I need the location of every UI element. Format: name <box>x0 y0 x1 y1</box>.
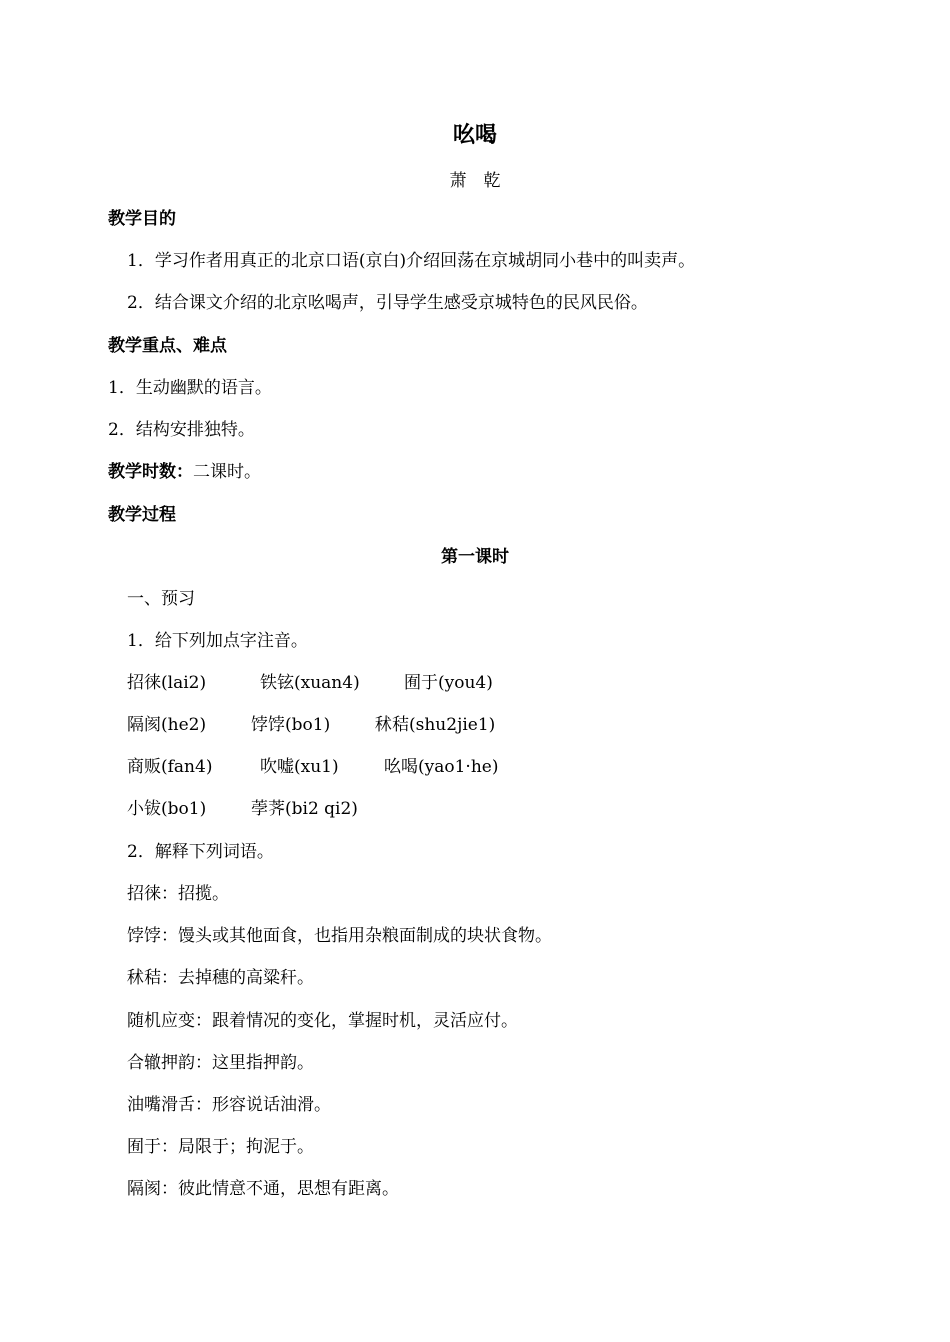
pinyin-item: 饽饽(bo1) <box>251 715 331 735</box>
lesson-heading: 第一课时 <box>441 547 509 567</box>
key-points-heading: 教学重点、难点 <box>108 336 227 356</box>
key-point-item: 1．生动幽默的语言。 <box>108 378 272 398</box>
preview-task-1: 1．给下列加点字注音。 <box>127 631 308 651</box>
definition-item: 随机应变：跟着情况的变化，掌握时机，灵活应付。 <box>127 1011 518 1031</box>
definition-item: 秫秸：去掉穗的高粱秆。 <box>127 968 314 988</box>
pinyin-item: 商贩(fan4) <box>127 757 213 777</box>
definition-item: 隔阂：彼此情意不通，思想有距离。 <box>127 1179 399 1199</box>
teaching-hours-label: 教学时数： <box>108 462 193 482</box>
pinyin-item: 隔阂(he2) <box>127 715 207 735</box>
pinyin-row <box>127 672 493 694</box>
definition-item: 招徕：招揽。 <box>127 884 229 904</box>
pinyin-row <box>127 798 358 820</box>
teaching-hours-value: 二课时。 <box>193 462 261 482</box>
document-author: 萧 乾 <box>449 171 501 191</box>
key-point-item: 2．结构安排独特。 <box>108 420 255 440</box>
pinyin-item: 招徕(lai2) <box>127 673 207 693</box>
definition-item: 油嘴滑舌：形容说话油滑。 <box>127 1095 331 1115</box>
objectives-heading: 教学目的 <box>108 209 176 229</box>
pinyin-item: 铁铉(xuan4) <box>260 673 360 693</box>
preview-task-2: 2．解释下列词语。 <box>127 842 274 862</box>
objective-item: 2．结合课文介绍的北京吆喝声，引导学生感受京城特色的民风民俗。 <box>127 293 648 313</box>
definition-item: 合辙押韵：这里指押韵。 <box>127 1053 314 1073</box>
process-heading: 教学过程 <box>108 505 176 525</box>
definition-item: 饽饽：馒头或其他面食，也指用杂粮面制成的块状食物。 <box>127 926 552 946</box>
preview-heading: 一、预习 <box>127 589 195 609</box>
pinyin-item: 秫秸(shu2jie1) <box>375 715 496 735</box>
pinyin-item: 荸荠(bi2 qi2) <box>251 799 358 819</box>
pinyin-row <box>127 714 495 736</box>
pinyin-item: 囿于(you4) <box>404 673 493 693</box>
definition-item: 囿于：局限于；拘泥于。 <box>127 1137 314 1157</box>
pinyin-item: 吆喝(yao1·he) <box>384 757 499 777</box>
teaching-hours <box>108 461 261 483</box>
document-title: 吆喝 <box>452 123 497 148</box>
pinyin-item: 小钹(bo1) <box>127 799 207 819</box>
pinyin-item: 吹嘘(xu1) <box>260 757 339 777</box>
pinyin-row <box>127 756 498 778</box>
objective-item: 1．学习作者用真正的北京口语(京白)介绍回荡在京城胡同小巷中的叫卖声。 <box>127 251 696 271</box>
